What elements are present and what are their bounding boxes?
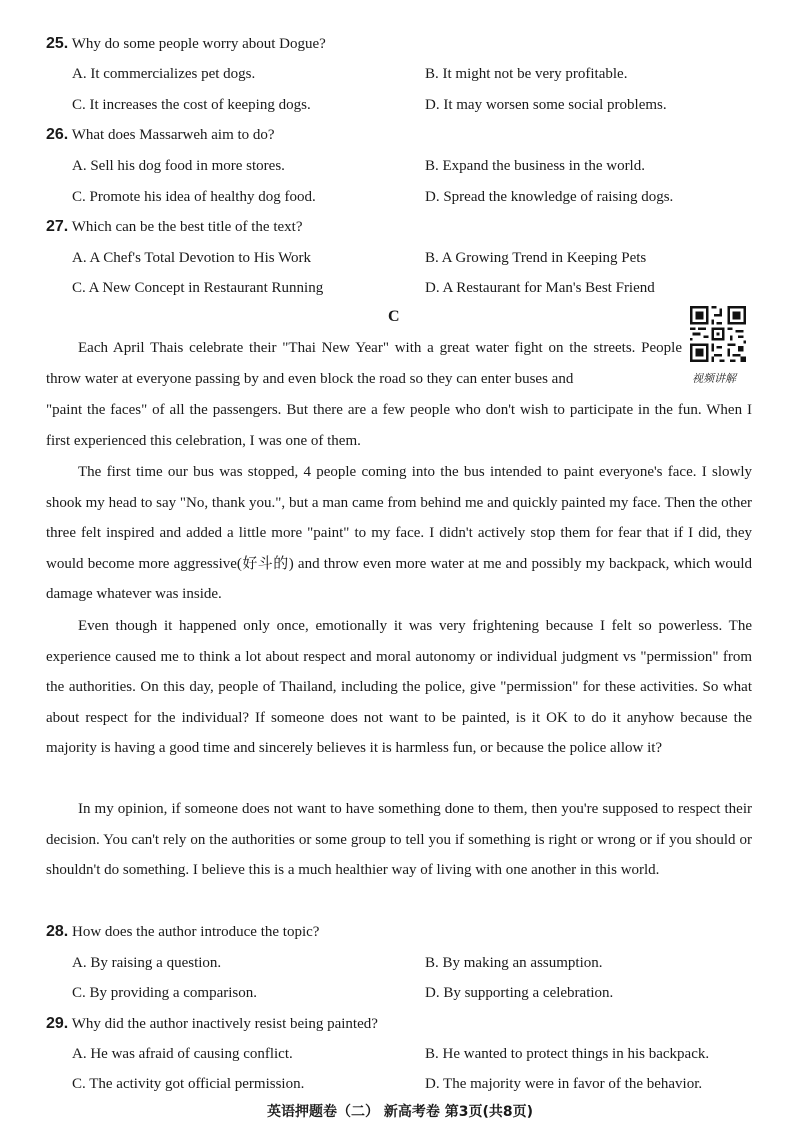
question-stem: Why do some people worry about Dogue?	[68, 36, 326, 52]
option-b: B. Expand the business in the world.	[425, 158, 645, 174]
question-stem: Which can be the best title of the text?	[68, 219, 303, 235]
option-d: D. The majority were in favor of the behavior.	[425, 1076, 703, 1092]
passage-paragraph-2	[46, 457, 752, 610]
question-number: 27.	[46, 218, 69, 235]
question-29	[46, 1014, 378, 1034]
paragraph-text: The first time our bus was stopped, 4 people coming into the bus intended to paint everyone's face. I slowly shook my head to say "No, thank you.", but a man came from behind me and quickly painted my face. Then the other three felt inspired and added a little more "paint" to my face. I didn't actively stop them for fear that if I did, they would become more aggressive(好斗的) and throw even more water at me and possibly my backpack, which would damage whatever was inside.	[46, 464, 752, 603]
paragraph-text: Even though it happened only once, emotionally it was very frightening because I felt so powerless. The experience caused me to think a lot about respect and moral autonomy or individual judgment vs "permission" from the authorities. On this day, people of Thailand, including the police, give "permission" for these activities. So what about respect for the individual? If someone does not want to be painted, is it OK to do it anyhow because the majority is having a good time and sincerely believes it is harmless fun, or because the police allow it?	[46, 618, 752, 757]
question-25	[46, 34, 326, 54]
option-b: B. A Growing Trend in Keeping Pets	[425, 250, 647, 266]
option-b: B. He wanted to protect things in his backpack.	[425, 1046, 710, 1062]
option-a: A. By raising a question.	[72, 955, 222, 971]
passage-paragraph-3	[46, 611, 752, 764]
question-stem: Why did the author inactively resist being painted?	[68, 1016, 378, 1032]
question-number: 25.	[46, 35, 69, 52]
question-26	[46, 125, 275, 145]
option-c: C. It increases the cost of keeping dogs.	[72, 97, 311, 113]
passage-paragraph-4	[46, 794, 752, 886]
question-28	[46, 922, 319, 942]
question-stem: What does Massarweh aim to do?	[68, 127, 275, 143]
section-title: C	[388, 308, 400, 325]
question-stem: How does the author introduce the topic?	[68, 924, 320, 940]
option-d: D. By supporting a celebration.	[425, 985, 614, 1001]
option-a: A. A Chef's Total Devotion to His Work	[72, 250, 312, 266]
option-b: B. It might not be very profitable.	[425, 66, 628, 82]
page-footer: 英语押题卷（二） 新高考卷 第3页(共8页)	[266, 1104, 534, 1120]
question-27	[46, 217, 302, 237]
qr-caption: 视频讲解	[692, 372, 736, 385]
paragraph-text: "paint the faces" of all the passengers. But there are a few people who don't wish to participate in the fun. When I first experienced this celebration, I was one of them.	[46, 402, 752, 449]
passage-paragraph-1-cont	[46, 395, 752, 456]
option-d: D. It may worsen some social problems.	[425, 97, 667, 113]
option-c: C. By providing a comparison.	[72, 985, 257, 1001]
option-d: D. A Restaurant for Man's Best Friend	[425, 280, 655, 296]
passage-paragraph-1	[46, 333, 682, 394]
question-number: 28.	[46, 923, 69, 940]
question-number: 26.	[46, 126, 69, 143]
option-c: C. Promote his idea of healthy dog food.	[72, 189, 316, 205]
option-d: D. Spread the knowledge of raising dogs.	[425, 189, 674, 205]
question-number: 29.	[46, 1015, 69, 1032]
option-a: A. Sell his dog food in more stores.	[72, 158, 285, 174]
paragraph-text: Each April Thais celebrate their "Thai New Year" with a great water fight on the streets. People throw water at everyone passing by and even block the road so they can enter buses and	[46, 340, 682, 387]
paragraph-text: In my opinion, if someone does not want to have something done to them, then you're supposed to respect their decision. You can't rely on the authorities or some group to tell you if something is right or wrong or if you should or shouldn't do something. I believe this is a much healthier way of living with one another in this world.	[46, 801, 752, 879]
qr-code-icon[interactable]	[690, 306, 746, 362]
option-a: A. He was afraid of causing conflict.	[72, 1046, 293, 1062]
option-a: A. It commercializes pet dogs.	[72, 66, 256, 82]
option-b: B. By making an assumption.	[425, 955, 603, 971]
option-c: C. The activity got official permission.	[72, 1076, 305, 1092]
option-c: C. A New Concept in Restaurant Running	[72, 280, 324, 296]
